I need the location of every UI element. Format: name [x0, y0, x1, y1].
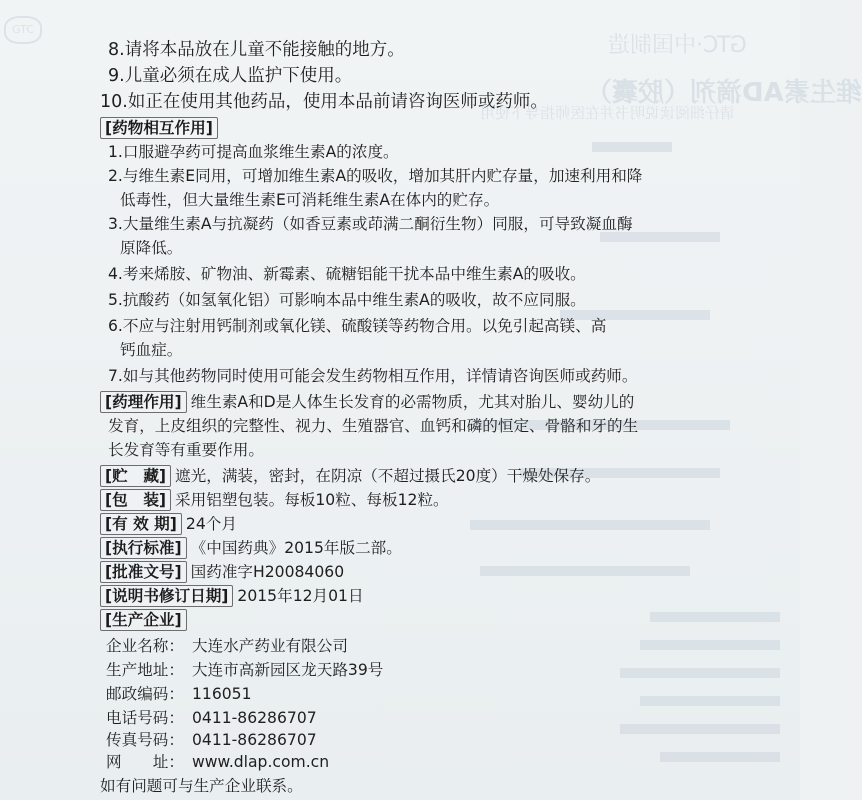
- interaction-line: 7.如与其他药物同时使用可能会发生药物相互作用，详情请咨询医师或药师。: [108, 367, 638, 385]
- website-label: 网 址：: [106, 753, 184, 771]
- interaction-line: 4.考来烯胺、矿物油、新霉素、硫糖铝能干扰本品中维生素A的吸收。: [108, 265, 586, 283]
- standard-tag: [执行标准]: [100, 537, 187, 559]
- postcode-value: 116051: [191, 685, 252, 703]
- precaution-item-10: 10.如正在使用其他药品，使用本品前请咨询医师或药师。: [100, 92, 548, 112]
- website-value: www.dlap.com.cn: [191, 753, 330, 771]
- fax-label: 传真号码：: [106, 731, 184, 749]
- ghost-subtitle: 请仔细阅读说明书并在医师指导下使用: [480, 104, 736, 122]
- interaction-line: 低毒性，但大量维生素E可消耗维生素A在体内的贮存。: [120, 191, 500, 209]
- fax-value: 0411-86286707: [191, 731, 317, 749]
- storage-tag: [贮 藏]: [100, 465, 171, 487]
- ghost-slogan: GTC·中国制造: [608, 33, 747, 58]
- pharmacology-line-2: 发育，上皮组织的完整性、视力、生殖器官、血钙和磷的恒定、骨骼和牙的生: [108, 417, 639, 435]
- pharmacology-text: 维生素A和D是人体生长发育的必需物质，尤其对胎儿、婴幼儿的: [190, 393, 635, 411]
- ghost-bar: [640, 696, 780, 706]
- ghost-bar: [480, 566, 690, 576]
- ghost-bar: [660, 752, 780, 762]
- approval-value: 国药准字H20084060: [190, 563, 345, 581]
- ghost-title: 维生素AD滴剂（胶囊）: [586, 78, 862, 108]
- approval-row: [100, 560, 344, 584]
- address-label: 生产地址：: [106, 661, 184, 679]
- precaution-item-9: 9.儿童必须在成人监护下使用。: [108, 66, 353, 86]
- storage-value: 遮光，满装，密封，在阴凉（不超过摄氏20度）干燥处保存。: [175, 467, 601, 485]
- validity-value: 24个月: [185, 515, 237, 533]
- package-row: [100, 488, 449, 512]
- website-row: [106, 750, 329, 774]
- address-value: 大连市高新园区龙天路39号: [191, 661, 384, 679]
- interaction-line: 3.大量维生素A与抗凝药（如香豆素或茚满二酮衍生物）同服，可导致凝血酶: [108, 215, 633, 233]
- revision-row: [100, 584, 364, 608]
- company-name-label: 企业名称：: [106, 637, 184, 655]
- interaction-line: 钙血症。: [120, 341, 183, 359]
- pharmacology-tag: [药理作用]: [100, 391, 187, 413]
- pharmacology-line-3: 长发育等有重要作用。: [108, 441, 264, 459]
- interaction-line: 原降低。: [120, 239, 183, 257]
- ghost-bar: [592, 142, 672, 152]
- validity-tag: [有 效 期]: [100, 513, 182, 535]
- postcode-row: [106, 682, 252, 706]
- ghost-bar: [470, 520, 710, 530]
- validity-row: [100, 512, 237, 536]
- precaution-item-8: 8.请将本品放在儿童不能接触的地方。: [108, 40, 405, 60]
- standard-row: [100, 536, 402, 560]
- company-name-value: 大连水产药业有限公司: [191, 637, 348, 655]
- standard-value: 《中国药典》2015年版二部。: [190, 539, 402, 557]
- ghost-bar: [620, 724, 780, 734]
- phone-label: 电话号码：: [106, 709, 184, 727]
- company-name-row: [106, 634, 348, 658]
- ghost-bar: [650, 612, 780, 622]
- interaction-line: 2.与维生素E同用，可增加维生素A的吸收，增加其肝内贮存量，加速利用和降: [108, 167, 643, 185]
- interaction-line: 1.口服避孕药可提高血浆维生素A的浓度。: [108, 143, 399, 161]
- pharmacology-line-1: [100, 390, 634, 414]
- interaction-line: 5.抗酸药（如氢氧化铝）可影响本品中维生素A的吸收，故不应同服。: [108, 291, 586, 309]
- ghost-bar: [620, 668, 780, 678]
- approval-tag: [批准文号]: [100, 561, 187, 583]
- revision-tag: [说明书修订日期]: [100, 585, 233, 607]
- revision-value: 2015年12月01日: [237, 587, 364, 605]
- address-row: [106, 658, 383, 682]
- ghost-bar: [640, 640, 780, 650]
- postcode-label: 邮政编码：: [106, 685, 184, 703]
- phone-row: [106, 706, 317, 730]
- contact-note: 如有问题可与生产企业联系。: [100, 777, 303, 795]
- manufacturer-tag: [生产企业]: [100, 609, 187, 631]
- phone-value: 0411-86286707: [191, 709, 317, 727]
- interaction-line: 6.不应与注射用钙制剂或氧化镁、硫酸镁等药物合用。以免引起高镁、高: [108, 317, 607, 335]
- interactions-heading-tag: [药物相互作用]: [100, 117, 218, 139]
- fax-row: [106, 728, 317, 752]
- package-tag: [包 装]: [100, 489, 171, 511]
- package-value: 采用铝塑包装。每板10粒、每板12粒。: [175, 491, 449, 509]
- ghost-logo: GTC: [4, 16, 42, 44]
- manufacturer-heading: [100, 608, 187, 632]
- storage-row: [100, 464, 600, 488]
- interactions-heading: [100, 116, 218, 140]
